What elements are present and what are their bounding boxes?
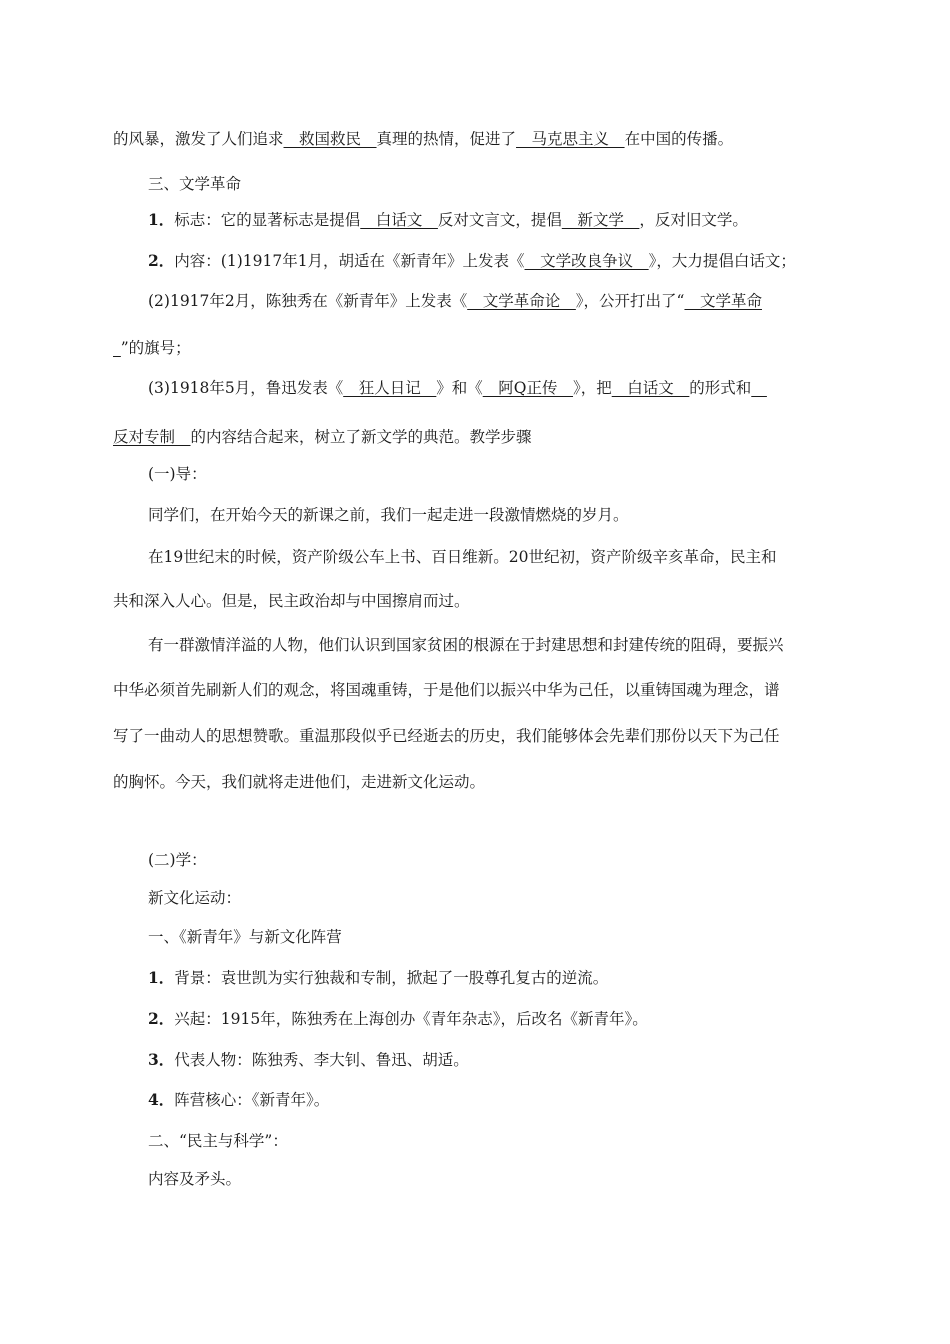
list-item	[148, 251, 796, 271]
section-heading: 二、“民主与科学”：	[148, 1132, 288, 1150]
fill-blank: __	[751, 379, 767, 397]
text: 阵营核心：《新青年》。	[174, 1091, 330, 1109]
text: ，反对旧文学。	[639, 211, 748, 229]
text: (2)1917年2月，陈独秀在《新青年》上发表《	[148, 292, 468, 310]
text: 的形式和	[689, 379, 752, 397]
text: 内容：(1)1917年1月，胡适在《新青年》上发表《	[174, 252, 525, 270]
text: 》，公开打出了“	[575, 292, 685, 310]
text: 的内容结合起来，树立了新文学的典范。教学步骤	[190, 428, 532, 446]
item-number: 4．	[148, 1090, 175, 1109]
section-heading: 新文化运动：	[148, 889, 242, 907]
fill-blank: 反对专制__	[113, 428, 191, 446]
paragraph-line: 写了一曲动人的思想赞歌。重温那段似乎已经逝去的历史，我们能够体会先辈们那份以天下为己任	[113, 727, 780, 745]
item-number: 2．	[148, 1009, 175, 1028]
list-item	[148, 1050, 469, 1070]
fill-blank: __新文学__	[561, 211, 640, 229]
fill-blank: __文学革命论__	[467, 292, 576, 310]
text: ”的旗号；	[120, 339, 191, 357]
fill-blank: __救国救民__	[283, 130, 377, 148]
fill-blank: __文学改良争议__	[524, 252, 649, 270]
paragraph-line: 有一群激情洋溢的人物，他们认识到国家贫困的根源在于封建思想和封建传统的阻碍，要振兴	[148, 636, 784, 654]
paragraph-line: 内容及矛头。	[148, 1170, 242, 1188]
list-item	[148, 968, 608, 988]
text: 兴起：1915年，陈独秀在上海创办《青年杂志》，后改名《新青年》。	[174, 1010, 648, 1028]
section-heading: 一、《新青年》与新文化阵营	[148, 928, 342, 946]
text: 真理的热情，促进了	[376, 130, 517, 148]
text: 》和《	[436, 379, 483, 397]
item-number: 2．	[148, 251, 175, 270]
paragraph-line: 在19世纪末的时候，资产阶级公车上书、百日维新。20世纪初，资产阶级辛亥革命，民主和	[148, 548, 777, 566]
list-item	[148, 1090, 329, 1110]
text-line	[148, 291, 762, 311]
paragraph-line: 中华必须首先刷新人们的观念，将国魂重铸，于是他们以振兴中华为己任，以重铸国魂为理念，谱	[113, 681, 780, 699]
text: 代表人物：陈独秀、李大钊、鲁迅、胡适。	[174, 1051, 469, 1069]
fill-blank: __阿Q正传__	[482, 379, 574, 397]
fill-blank: _	[113, 339, 121, 357]
fill-blank: __马克思主义__	[516, 130, 625, 148]
text: 反对文言文，提倡	[437, 211, 562, 229]
text-line	[148, 378, 767, 398]
paragraph-line: 共和深入人心。但是，民主政治却与中国擦肩而过。	[113, 592, 470, 610]
list-item	[148, 210, 748, 230]
item-number: 3．	[148, 1050, 175, 1069]
text-line	[113, 338, 191, 358]
fill-blank: __文学革命	[684, 292, 762, 310]
item-number: 1．	[148, 968, 175, 987]
text: 背景：袁世凯为实行独裁和专制，掀起了一股尊孔复古的逆流。	[174, 969, 609, 987]
text: 》，把	[573, 379, 612, 397]
item-number: 1．	[148, 210, 175, 229]
paragraph-line: 的胸怀。今天，我们就将走进他们，走进新文化运动。	[113, 773, 486, 791]
fill-blank: __白话文__	[360, 211, 438, 229]
list-item	[148, 1009, 648, 1029]
text: (3)1918年5月，鲁迅发表《	[148, 379, 344, 397]
section-heading	[148, 464, 207, 484]
section-heading: (二)学：	[148, 851, 207, 869]
fill-blank: __狂人日记__	[343, 379, 437, 397]
text-line	[113, 427, 532, 447]
text: 标志：它的显著标志是提倡	[174, 211, 361, 229]
text: 在中国的传播。	[624, 130, 734, 148]
section-heading	[148, 174, 241, 194]
heading-text: 三、文学革命	[148, 175, 242, 193]
text: 的风暴，激发了人们追求	[113, 130, 284, 148]
fill-blank: __白话文__	[611, 379, 690, 397]
paragraph-line: 同学们，在开始今天的新课之前，我们一起走进一段激情燃烧的岁月。	[148, 506, 629, 524]
text-line	[113, 129, 733, 149]
text: 》，大力提倡白话文；	[648, 252, 796, 270]
heading-text: (一)导：	[148, 465, 207, 483]
